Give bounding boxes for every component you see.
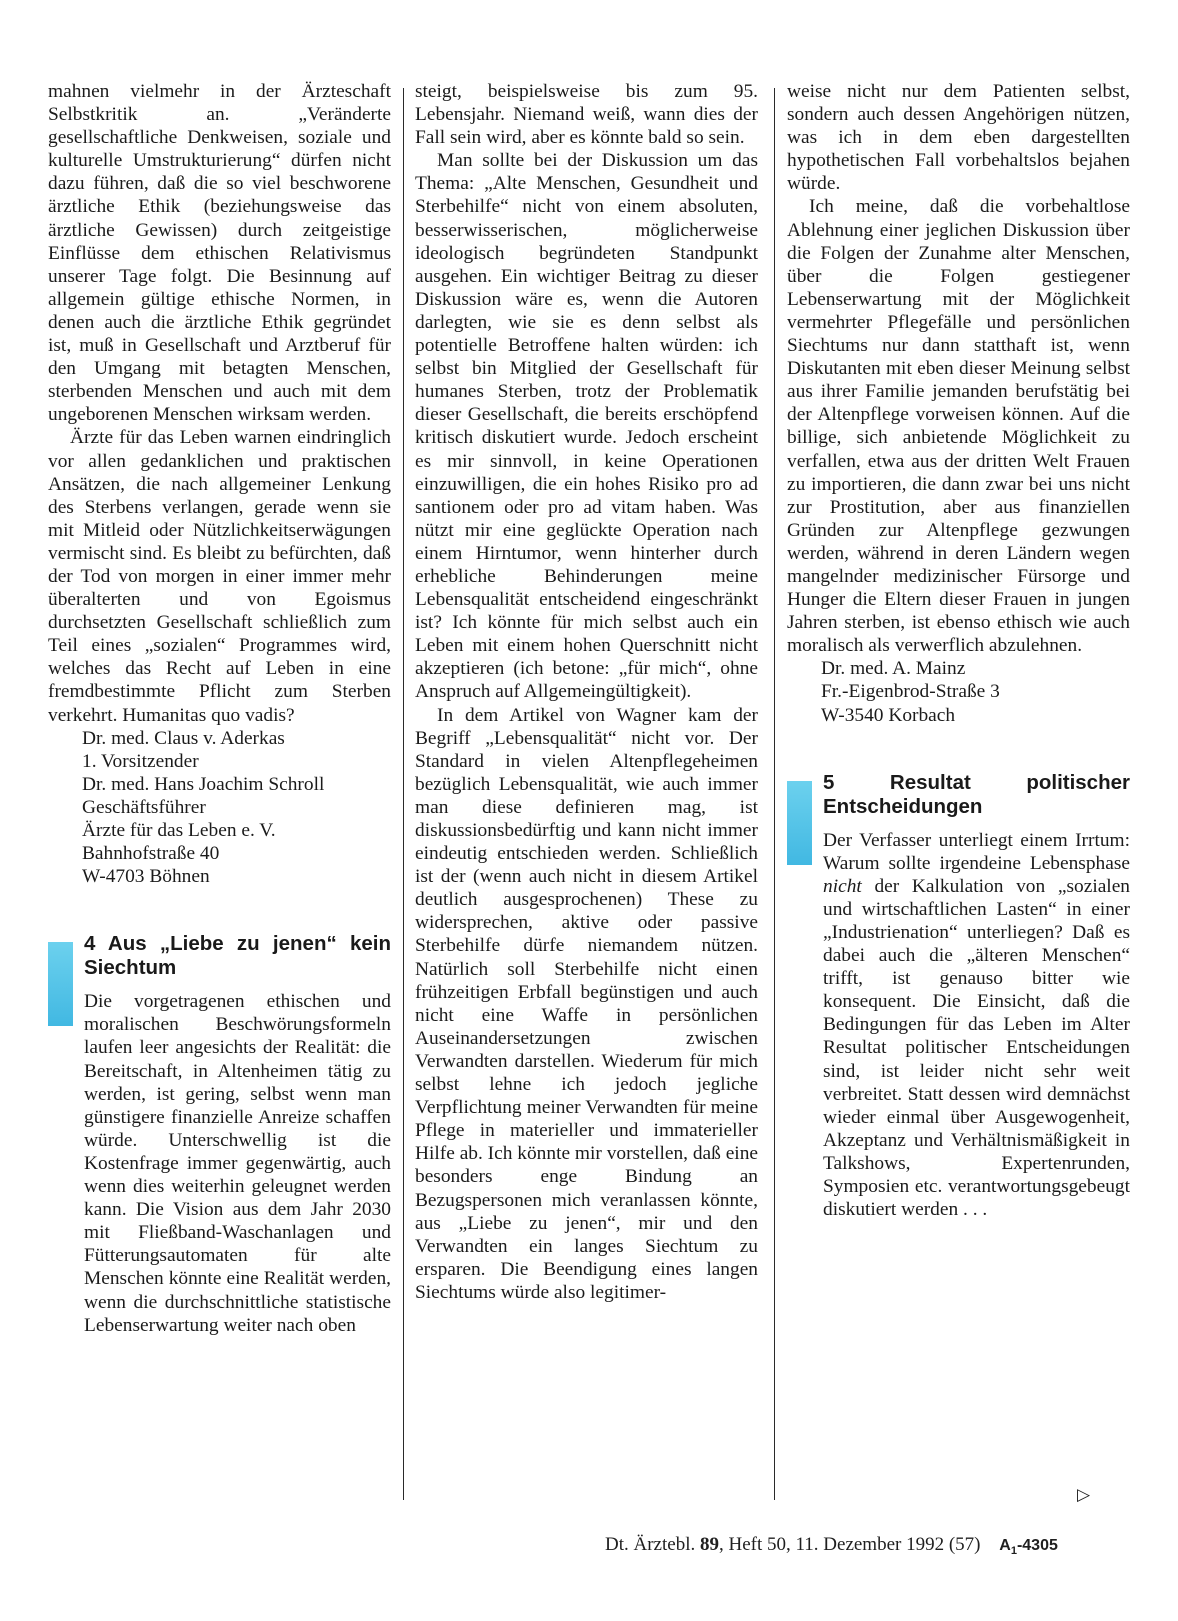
journal-name: Dt. Ärztebl. bbox=[605, 1534, 696, 1555]
page-prefix: A bbox=[999, 1537, 1011, 1554]
page-footer bbox=[605, 1534, 1058, 1557]
paragraph: Man sollte bei der Diskussion um das Thema: „Alte Menschen, Gesundheit und Sterbehilfe“ nicht von einem absoluten, besserwisserischen, möglicherweise ideologisch begründeten Standpunkt ausgehen. Ein wichtiger Beitrag zu dieser Diskussion wäre es, wenn die Autoren darlegten, wie sie es denn selbst als potentielle Betroffene halten würden: ich selbst bin Mitglied der Gesellschaft für humanes Sterben, trotz der Problematik dieser Gesellschaft, die bereits erschöpfend kritisch diskutiert wurde. Jedoch erscheint es mir sinnvoll, in keine Operationen einzuwilligen, die ein hohes Risiko pro ad santionem oder pro ad vitam haben. Was nützt mir eine geglückte Operation nach einem Hirntumor, wenn hinterher durch erhebliche Behinderungen meine Lebensqualität entscheidend eingeschränkt ist? Ich könnte für mich selbst auch ein Leben mit einem hohen Querschnitt nicht akzeptieren (ich betone: „für mich“, ohne Anspruch auf Allgemeingültigkeit). bbox=[415, 150, 758, 703]
continue-arrow-icon: ▷ bbox=[1077, 1485, 1091, 1504]
section-heading: 4 Aus „Liebe zu jenen“ kein Siechtum bbox=[84, 932, 391, 980]
column-1 bbox=[48, 80, 391, 1337]
signature-block-2 bbox=[787, 657, 1130, 726]
section-4 bbox=[48, 932, 391, 1336]
section-marker-bar bbox=[787, 781, 812, 865]
column-rule-right bbox=[774, 88, 775, 1500]
section-marker-bar bbox=[48, 942, 73, 1026]
signature-line: Ärzte für das Leben e. V. bbox=[82, 820, 276, 841]
page-sub: 1 bbox=[1010, 1545, 1017, 1558]
signature-line: Fr.-Eigenbrod-Straße 3 bbox=[821, 681, 1000, 703]
signature-line: Bahnhofstraße 40 bbox=[82, 843, 220, 865]
paragraph: weise nicht nur dem Patienten selbst, sondern auch dessen Angehörigen nützen, was ich in dem eben dargestellten hypothetischen Fall vorbehaltslos bejahen würde. bbox=[787, 81, 1130, 195]
issue-info: , Heft 50, 11. Dezember 1992 (57) bbox=[718, 1534, 981, 1555]
column-2 bbox=[415, 80, 758, 1304]
paragraph: Ärzte für das Leben warnen eindringlich vor allen gedanklichen und praktischen Ansätzen, die nach allgemeiner Lenkung des Sterbens verlangen, gerade wenn sie mit Mitleid oder Nützlichkeitserwägungen vermischt sind. Es bleibt zu befürchten, daß der Tod von morgen in einer immer mehr überalterten und von Egoismus durchsetzten Gesellschaft schließlich zum Teil eines „sozialen“ Programmes wird, welches das Recht auf Leben in eine fremdbestimmte Pflicht zum Sterben verkehrt. Humanitas quo vadis? bbox=[48, 427, 391, 726]
column-3 bbox=[787, 80, 1130, 1221]
text-run: der Kalkulation von „sozialen und wirtschaftlichen Lasten“ in einer „Industrienation“ unterliegen? Daß es dabei auch die „älteren Menschen“ trifft, ist genauso bitter wie konsequent. Die Einsicht, daß die Bedingungen für das Leben im Alter Resultat politischer Entscheidungen sind, ist leider nicht sehr weit verbreitet. Statt dessen wird demnächst wieder einmal über Ausgewogenheit, Akzeptanz und Verhältnismäßigkeit in Talkshows, Expertenrunden, Symposien etc. verantwortungsgebeugt diskutiert werden . . . bbox=[823, 875, 1130, 1221]
section-heading: 5 Resultat politischer Entscheidungen bbox=[823, 770, 1130, 818]
page-num: -4305 bbox=[1016, 1537, 1058, 1554]
signature-block-1 bbox=[48, 727, 391, 889]
signature-line: Dr. med. Claus v. Aderkas bbox=[82, 727, 285, 749]
paragraph: steigt, beispielsweise bis zum 95. Lebensjahr. Niemand weiß, wann dies der Fall sein wird, aber es könnte bald so sein. bbox=[415, 81, 758, 149]
paragraph: Die vorgetragenen ethischen und moralischen Beschwörungsformeln laufen leer angesichts der Realität: die Bereitschaft, in Altenheimen tätig zu werden, ist gering, selbst wenn man günstigere finanzielle Anreize schaffen würde. Unterschwellig ist die Kostenfrage immer gegenwärtig, auch wenn dies weiterhin geleugnet werden kann. Die Vision aus dem Jahr 2030 mit Fließband-Waschanlagen und Fütterungsautomaten für alte Menschen könnte eine Realität werden, wenn die durchschnittliche statistische Lebenserwartung weiter nach oben bbox=[84, 991, 391, 1336]
page-number bbox=[999, 1537, 1058, 1558]
signature-line: W-4703 Böhnen bbox=[82, 866, 210, 888]
signature-line: Dr. med. A. Mainz bbox=[821, 658, 966, 680]
column-rule-left bbox=[403, 88, 404, 1500]
section-5 bbox=[787, 771, 1130, 1222]
paragraph: Ich meine, daß die vorbehaltlose Ablehnung einer jeglichen Diskussion über die Folgen der Zunahme alter Menschen, über die Folgen gestiegener Lebenserwartung mit der Möglichkeit vermehrter Pflegefälle und persönlichen Siechtums nur dann statthaft ist, wenn Diskutanten mit eben dieser Meinung selbst aus ihrer Familie jemanden berufstätig bei der Altenpflege vorweisen können. Auf die billige, sich anbietende Möglichkeit zu verfallen, etwa aus der dritten Welt Frauen zu importieren, die dann zwar bei uns nicht zur Prostitution, aber aus finanziellen Gründen zur Altenpflege gezwungen werden, während in deren Ländern wegen mangelnder medizinischer Fürsorge und Hunger die Eltern dieser Frauen in jungen Jahren sterben, ist ebenso ethisch wie auch moralisch als verwerflich abzulehnen. bbox=[787, 196, 1130, 657]
paragraph: In dem Artikel von Wagner kam der Begriff „Lebensqualität“ nicht vor. Der Standard in vielen Altenpflegeheimen bezüglich Lebensqualität, wie auch immer man diese definieren mag, ist diskussionsbedürftig und kann nicht immer eindeutig entschieden werden. Schließlich ist der (wenn auch nicht in diesem Artikel deutlich ausgesprochenen) These zu widersprechen, aktive oder passive Sterbehilfe dürfe niemandem nützen. Natürlich soll Sterbehilfe nicht einen frühzeitigen Erbfall begünstigen und auch nicht eine Waffe in persönlichen Auseinandersetzungen zwischen Verwandten darstellen. Wiederum für mich selbst lehne ich jedoch jegliche Verpflichtung meiner Verwandten für meine Pflege in materieller und immaterieller Hilfe ab. Ich könnte mir vorstellen, daß eine besonders enge Bindung an Bezugspersonen mich veranlassen könnte, aus „Liebe zu jenen“, mir und den Verwandten ein langes Siechtum zu ersparen. Die Beendigung eines langen Siechtums würde also legitimer- bbox=[415, 704, 758, 1303]
volume-number: 89 bbox=[699, 1534, 719, 1555]
signature-line: W-3540 Korbach bbox=[821, 704, 956, 726]
signature-line: Dr. med. Hans Joachim Schroll bbox=[82, 773, 325, 795]
signature-line: Geschäftsführer bbox=[82, 796, 206, 818]
paragraph bbox=[823, 829, 1130, 1222]
signature-line: 1. Vorsitzender bbox=[82, 750, 199, 772]
paragraph: mahnen vielmehr in der Ärzteschaft Selbstkritik an. „Veränderte gesellschaftliche Denkweisen, soziale und kulturelle Umstrukturierung“ dürfen nicht dazu führen, daß die so viel beschworene ärztliche Ethik (beziehungsweise das ärztliche Gewissen) durch zeitgeistige Einflüsse dem ethischen Relativismus unserer Tage folgt. Die Besinnung auf allgemein gültige ethische Normen, in denen auch die ärztliche Ethik gegründet ist, muß in Gesellschaft und Arztberuf für den Umgang mit betagten Menschen, sterbenden Menschen und auch mit dem ungeborenen Menschen wirksam werden. bbox=[48, 81, 391, 426]
emphasis: nicht bbox=[823, 875, 862, 897]
text-run: Der Verfasser unterliegt einem Irrtum: Warum sollte irgendeine Lebensphase bbox=[823, 829, 1130, 874]
